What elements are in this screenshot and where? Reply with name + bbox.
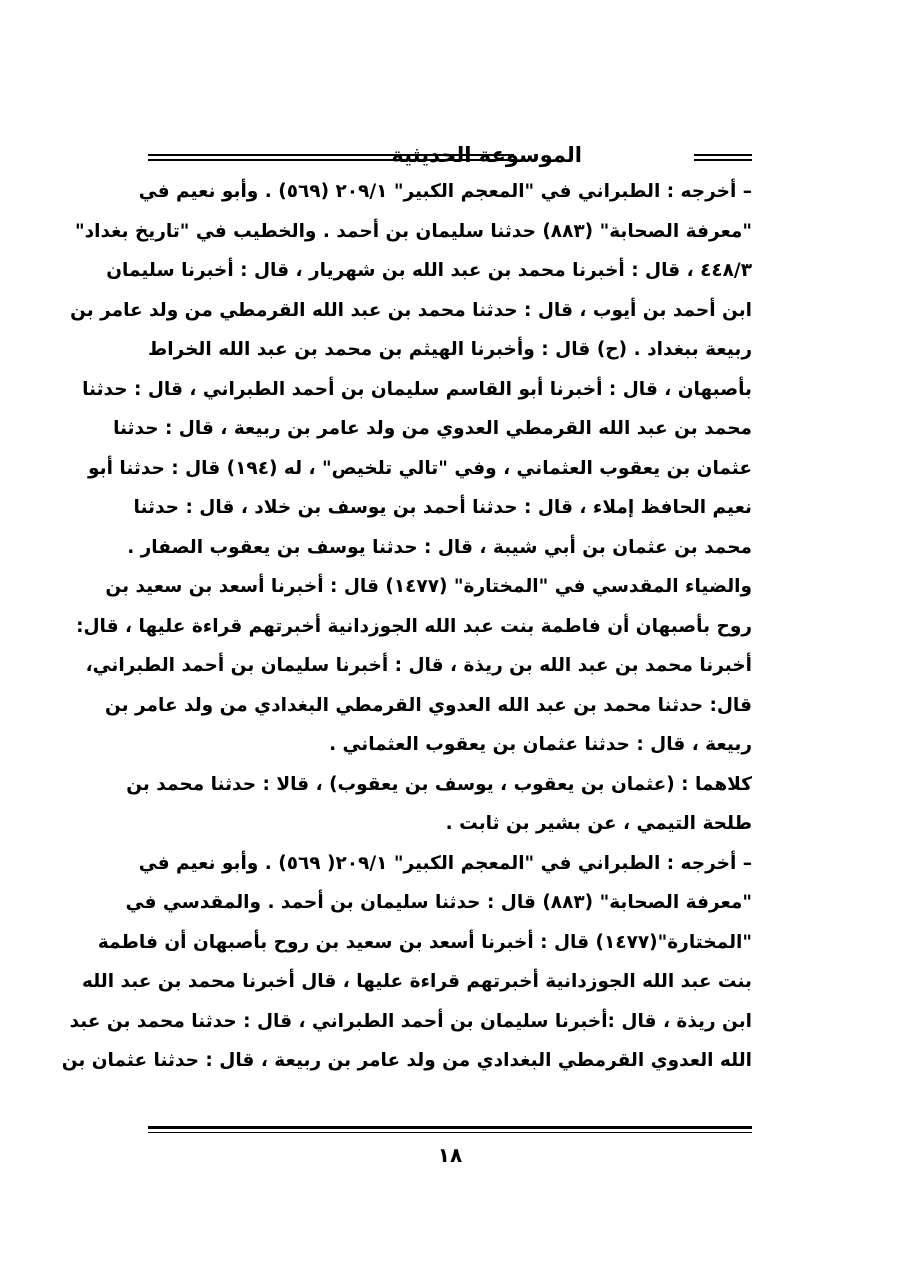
header-title: الموسوعة الحديثية (391, 143, 582, 167)
body-text (61, 172, 752, 1081)
running-header (148, 140, 752, 170)
text-line: قال: حدثنا محمد بن عبد الله العدوي القرمطي البغدادي من ولد عامر بن (105, 694, 752, 716)
footer-rule-thin (148, 1132, 752, 1133)
text-line: محمد بن عثمان بن أبي شيبة ، قال : حدثنا يوسف بن يعقوب الصفار . (127, 536, 752, 558)
text-line: كلاهما : (عثمان بن يعقوب ، يوسف بن يعقوب) ، قالا : حدثنا محمد بن (126, 773, 752, 795)
text-line: أخبرنا محمد بن عبد الله بن ريذة ، قال : أخبرنا سليمان بن أحمد الطبراني، (85, 655, 752, 676)
text-line: "معرفة الصحابة" (٨٨٣) حدثنا سليمان بن أحمد . والخطيب في "تاريخ بغداد" (74, 220, 752, 242)
text-line: ربيعة ببغداد . (ح) قال : وأخبرنا الهيثم بن محمد بن عبد الله الخراط (148, 339, 752, 360)
header-rule-right-bottom (694, 159, 752, 161)
text-line: – أخرجه : الطبراني في "المعجم الكبير" ٢٠٩/١( ٥٦٩) . وأبو نعيم في (138, 852, 752, 874)
text-line: ابن ريذة ، قال :أخبرنا سليمان بن أحمد الطبراني ، قال : حدثنا محمد بن عبد (69, 1010, 752, 1032)
text-line: "المختارة"(١٤٧٧) قال : أخبرنا أسعد بن سعيد بن روح بأصبهان أن فاطمة (97, 931, 752, 953)
text-line: "معرفة الصحابة" (٨٨٣) قال : حدثنا سليمان بن أحمد . والمقدسي في (125, 892, 752, 913)
text-line: ربيعة ، قال : حدثنا عثمان بن يعقوب العثماني . (329, 734, 752, 755)
text-line: عثمان بن يعقوب العثماني ، وفي "تالي تلخيص" ، له (١٩٤) قال : حدثنا أبو (88, 457, 752, 479)
text-line: روح بأصبهان أن فاطمة بنت عبد الله الجوزدانية أخبرتهم قراءة عليها ، قال: (76, 615, 752, 637)
text-line: بأصبهان ، قال : أخبرنا أبو القاسم سليمان بن أحمد الطبراني ، قال : حدثنا (82, 378, 752, 400)
text-line: ٤٤٨/٣ ، قال : أخبرنا محمد بن عبد الله بن شهريار ، قال : أخبرنا سليمان (106, 260, 752, 281)
text-line: محمد بن عبد الله القرمطي العدوي من ولد عامر بن ربيعة ، قال : حدثنا (113, 418, 752, 439)
header-rule-right-top (694, 154, 752, 156)
text-line: ابن أحمد بن أيوب ، قال : حدثنا محمد بن عبد الله القرمطي من ولد عامر بن (70, 299, 752, 321)
text-line: نعيم الحافظ إملاء ، قال : حدثنا أحمد بن يوسف بن خلاد ، قال : حدثنا (133, 497, 752, 518)
text-line: طلحة التيمي ، عن بشير بن ثابت . (445, 813, 752, 834)
footer-rule-thick (148, 1126, 752, 1129)
page-number: ١٨ (437, 1143, 463, 1167)
text-line: – أخرجه : الطبراني في "المعجم الكبير" ٢٠٩/١ (٥٦٩) . وأبو نعيم في (138, 181, 752, 202)
text-line: بنت عبد الله الجوزدانية أخبرتهم قراءة عليها ، قال أخبرنا محمد بن عبد الله (82, 971, 752, 992)
text-line: والضياء المقدسي في "المختارة" (١٤٧٧) قال : أخبرنا أسعد بن سعيد بن (105, 576, 752, 597)
text-line: الله العدوي القرمطي البغدادي من ولد عامر بن ربيعة ، قال : حدثنا عثمان بن (61, 1050, 752, 1071)
